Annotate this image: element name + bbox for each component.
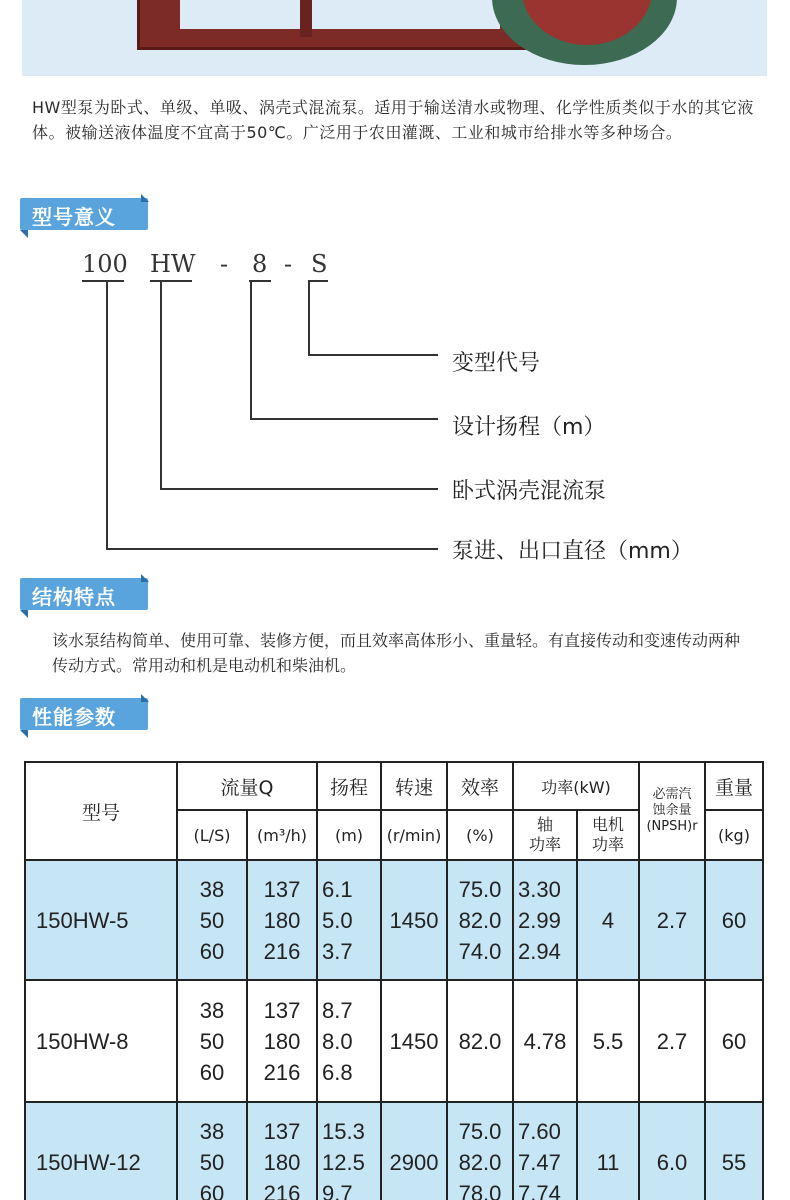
cell-shaft-power: 3.30 2.99 2.94 bbox=[513, 860, 577, 980]
header-weight-unit: (kg) bbox=[705, 810, 763, 860]
meaning-variant: 变型代号 bbox=[452, 351, 541, 376]
cell-flow-m3h: 137 180 216 bbox=[247, 1102, 317, 1200]
cell-efficiency: 75.0 82.0 78.0 bbox=[447, 1102, 513, 1200]
cell-speed: 1450 bbox=[381, 860, 447, 980]
product-photo bbox=[22, 0, 767, 76]
header-motor-power: 电机 功率 bbox=[577, 810, 639, 860]
cell-flow-ls: 38 50 60 bbox=[177, 980, 247, 1102]
code-part-diameter: 100 bbox=[82, 250, 128, 278]
section-heading-performance bbox=[20, 698, 148, 734]
cell-head: 8.7 8.0 6.8 bbox=[317, 980, 381, 1102]
header-shaft-power: 轴 功率 bbox=[513, 810, 577, 860]
cell-shaft-power: 4.78 bbox=[513, 980, 577, 1102]
code-part-type: HW bbox=[150, 250, 196, 278]
header-efficiency: 效率 bbox=[447, 762, 513, 810]
cell-flow-m3h: 137 180 216 bbox=[247, 860, 317, 980]
cell-npsh: 2.7 bbox=[639, 980, 705, 1102]
cell-speed: 2900 bbox=[381, 1102, 447, 1200]
model-code-diagram bbox=[0, 240, 790, 570]
meaning-type: 卧式涡壳混流泵 bbox=[452, 479, 607, 504]
header-head: 扬程 bbox=[317, 762, 381, 810]
section-title: 结构特点 bbox=[32, 585, 116, 609]
section-title: 型号意义 bbox=[32, 205, 116, 229]
cell-shaft-power: 7.60 7.47 7.74 bbox=[513, 1102, 577, 1200]
table-row bbox=[25, 980, 763, 1102]
cell-flow-ls: 38 50 60 bbox=[177, 860, 247, 980]
header-npsh bbox=[639, 762, 705, 860]
cell-model: 150HW-8 bbox=[25, 980, 177, 1102]
meaning-diameter: 泵进、出口直径（mm） bbox=[452, 539, 693, 564]
section-title: 性能参数 bbox=[32, 705, 116, 729]
header-eff-unit: (%) bbox=[447, 810, 513, 860]
cell-head: 15.3 12.5 9.7 bbox=[317, 1102, 381, 1200]
cell-model: 150HW-12 bbox=[25, 1102, 177, 1200]
section-heading-model-meaning bbox=[20, 198, 148, 234]
cell-model: 150HW-5 bbox=[25, 860, 177, 980]
header-flow-ls: (L/S) bbox=[177, 810, 247, 860]
header-flow-m3h: (m³/h) bbox=[247, 810, 317, 860]
cell-weight: 60 bbox=[705, 980, 763, 1102]
table-row bbox=[25, 1102, 763, 1200]
pump-base-frame bbox=[137, 0, 537, 50]
table-row bbox=[25, 860, 763, 980]
code-separator: - bbox=[220, 250, 229, 278]
cell-weight: 55 bbox=[705, 1102, 763, 1200]
header-model: 型号 bbox=[25, 762, 177, 860]
code-part-variant: S bbox=[311, 250, 328, 278]
cell-motor-power: 5.5 bbox=[577, 980, 639, 1102]
cell-motor-power: 11 bbox=[577, 1102, 639, 1200]
header-weight: 重量 bbox=[705, 762, 763, 810]
code-separator: - bbox=[284, 250, 293, 278]
cell-motor-power: 4 bbox=[577, 860, 639, 980]
section-heading-structure bbox=[20, 578, 148, 614]
header-head-unit: (m) bbox=[317, 810, 381, 860]
header-speed: 转速 bbox=[381, 762, 447, 810]
cell-efficiency: 82.0 bbox=[447, 980, 513, 1102]
code-part-head: 8 bbox=[252, 250, 268, 278]
cell-speed: 1450 bbox=[381, 980, 447, 1102]
header-npsh-label: 必需汽 蚀余量 bbox=[652, 787, 692, 818]
cell-flow-ls: 38 50 60 bbox=[177, 1102, 247, 1200]
cell-npsh: 6.0 bbox=[639, 1102, 705, 1200]
header-flow: 流量Q bbox=[177, 762, 317, 810]
cell-weight: 60 bbox=[705, 860, 763, 980]
cell-head: 6.1 5.0 3.7 bbox=[317, 860, 381, 980]
cell-npsh: 2.7 bbox=[639, 860, 705, 980]
cell-efficiency: 75.0 82.0 74.0 bbox=[447, 860, 513, 980]
header-speed-unit: (r/min) bbox=[381, 810, 447, 860]
header-power: 功率(kW) bbox=[513, 762, 639, 810]
performance-table bbox=[24, 761, 764, 1200]
header-npsh-unit: (NPSH)r bbox=[646, 819, 698, 834]
cell-flow-m3h: 137 180 216 bbox=[247, 980, 317, 1102]
intro-paragraph: HW型泵为卧式、单级、单吸、涡壳式混流泵。适用于输送清水或物理、化学性质类似于水的其它液体。被输送液体温度不宜高于50℃。广泛用于农田灌溉、工业和城市给排水等多种场合。 bbox=[32, 98, 754, 142]
meaning-head: 设计扬程（m） bbox=[452, 415, 606, 440]
structure-paragraph: 该水泵结构简单、使用可靠、装修方便，而且效率高体形小、重量轻。有直接传动和变速传动两种传动方式。常用动和机是电动机和柴油机。 bbox=[52, 631, 741, 675]
